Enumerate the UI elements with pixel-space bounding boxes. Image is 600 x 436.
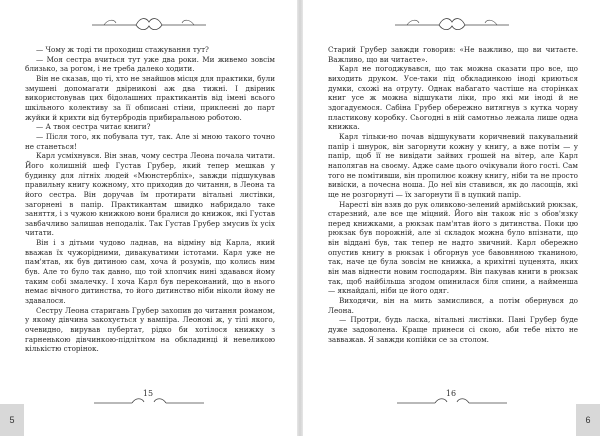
page-number: 15 xyxy=(142,389,154,398)
paragraph: Сестру Леона старигань Грубер захопив до читання романом, у якому дівчина закохується у вампіра. Леонові ж, у тілі якого, очевидно, вирував пубертат, рідко би хотілося книжку з гарненькою дівчинкою-підлітком на обкладинці й невеликою кількістю сторінок. xyxy=(25,305,275,354)
top-ornament-icon xyxy=(387,14,517,36)
screen-page-indicator[interactable]: 5 xyxy=(0,404,24,436)
paragraph: Наресті він взяв до рук оливково-зелений армійський рюкзак, старезний, але все ще міцний. Його він також ніс з обов'язку перед книжками, а рюкзак пам'ятав його з дитинства. Поки цю рюкзак був порожній, але зі складок можна було впізнати, що він віддані був, так тепер не надто звичний. Карл обережно опустив книгу в рюкзак і обгорнув усе бавовняною тканиною, так, наче це була зовсім не книжка, а крихітні цуценята, яких він мав віднести новим господарям. Він пакував книги в рюкзак так, щоб найбільша згодом опинилася біля спини, а найменша — якнайдалі, ніби це його одяг. xyxy=(328,199,578,296)
paragraph: Він не сказав, що ті, хто не знайшов місця для практики, були змушені допомагати двірникові аж два тижні. І двірник використовував цих бідолашних практикантів від імені всього шкільного колективу за її обписані стіни, приклеєні до парт жуйки й крихти від бутербродів прибиральною роботою. xyxy=(25,73,275,122)
paragraph: — Після того, як побувала тут, так. Але зі мною такого точно не станеться! xyxy=(25,131,275,151)
paragraph: Карл тільки-но почав відшукувати коричневий пакувальний папір і шнурок, він загорнути кожну у книгу, а вже потім — у папір, щоб її не вивідати зайвих грошей на вітер, але Карл наполягав на своєму. Адже саме цього очікували його гості. Сам того не помітивши, він пропилює кожну книгу, ніби та не просто вивіски, а почесна ноша. До неї він ставився, як до ласощів, які ще не розгорнуті — їх загорнути її в цупкий папір. xyxy=(328,131,578,199)
paragraph: Карл не погоджувався, що так можна сказати про все, що виходить друком. Усе-таки під обкладинкою іноді криються думки, схожі на отруту. Однак набагато частіше на сторінках книг усе ж можна відшукати ліки, про які ми іноді й не здогадуємося. Сабіна Грубер обережно витягнув з кутка чорну пластикову коробку. Сьогодні в ній самотньо лежала лише одна книжка. xyxy=(328,64,578,132)
page-number: 16 xyxy=(445,389,457,398)
paragraph: — Моя сестра вчиться тут уже два роки. Ми живемо зовсім близько, за рогом, і не треба далеко ходити. xyxy=(25,54,275,74)
paragraph: Карл усміхнувся. Він знав, чому сестра Леона почала читати. Його колишній шеф Густав Грубер, який тепер мешкав у будинку для літніх людей «Мюнстербліх», завжди підшукував правильну книгу кожному, хто приходив до читання, в Леона та його сестра. Він доручав їм протирати вітальні листівки, загорнені в папір. Практикантам швидко набридало таке заняття, і з чужою книжкою вони бралися до книжок, які Густав завбачливо залишав неподалік. Так Густав Грубер змусив їх усіх читати. xyxy=(25,151,275,238)
right-page xyxy=(303,0,600,436)
right-page-text xyxy=(328,45,578,344)
screen-page-indicator[interactable]: 6 xyxy=(576,404,600,436)
paragraph: Старий Грубер завжди говорив: «Не важливо, що ви читаєте. Важливо, що ви читаєте». xyxy=(328,45,578,64)
paragraph: Він і з дітьми чудово ладнав, на відміну від Карла, який вважав їх чужорідними, дивакуватими істотами. Карл уже не пам'ятав, як був дитиною сам, хоча й розумів, що колись ним був. Але то було так давно, що той хлопчик нині здавався йому таким собі змалечку. І хоча Карл був переконаний, що в нього немає вічного дитинства, то його дитинство ніби ніколи йому не здавалося. xyxy=(25,238,275,306)
left-page-text xyxy=(25,45,275,354)
paragraph: — Протри, будь ласка, вітальні листівки. Пані Грубер буде дуже задоволена. Краще принеси сі скою, аби тебе ніхто не завважав. Я завжди копійки се за столом. xyxy=(328,315,578,344)
paragraph: Виходячи, він на мить замислився, а потім обернувся до Леона. xyxy=(328,296,578,315)
left-page xyxy=(0,0,297,436)
top-ornament-icon xyxy=(84,14,214,36)
paragraph: — Чому ж тоді ти проходиш стажування тут? xyxy=(36,45,209,54)
paragraph: — А твоя сестра читає книги? xyxy=(36,122,151,132)
